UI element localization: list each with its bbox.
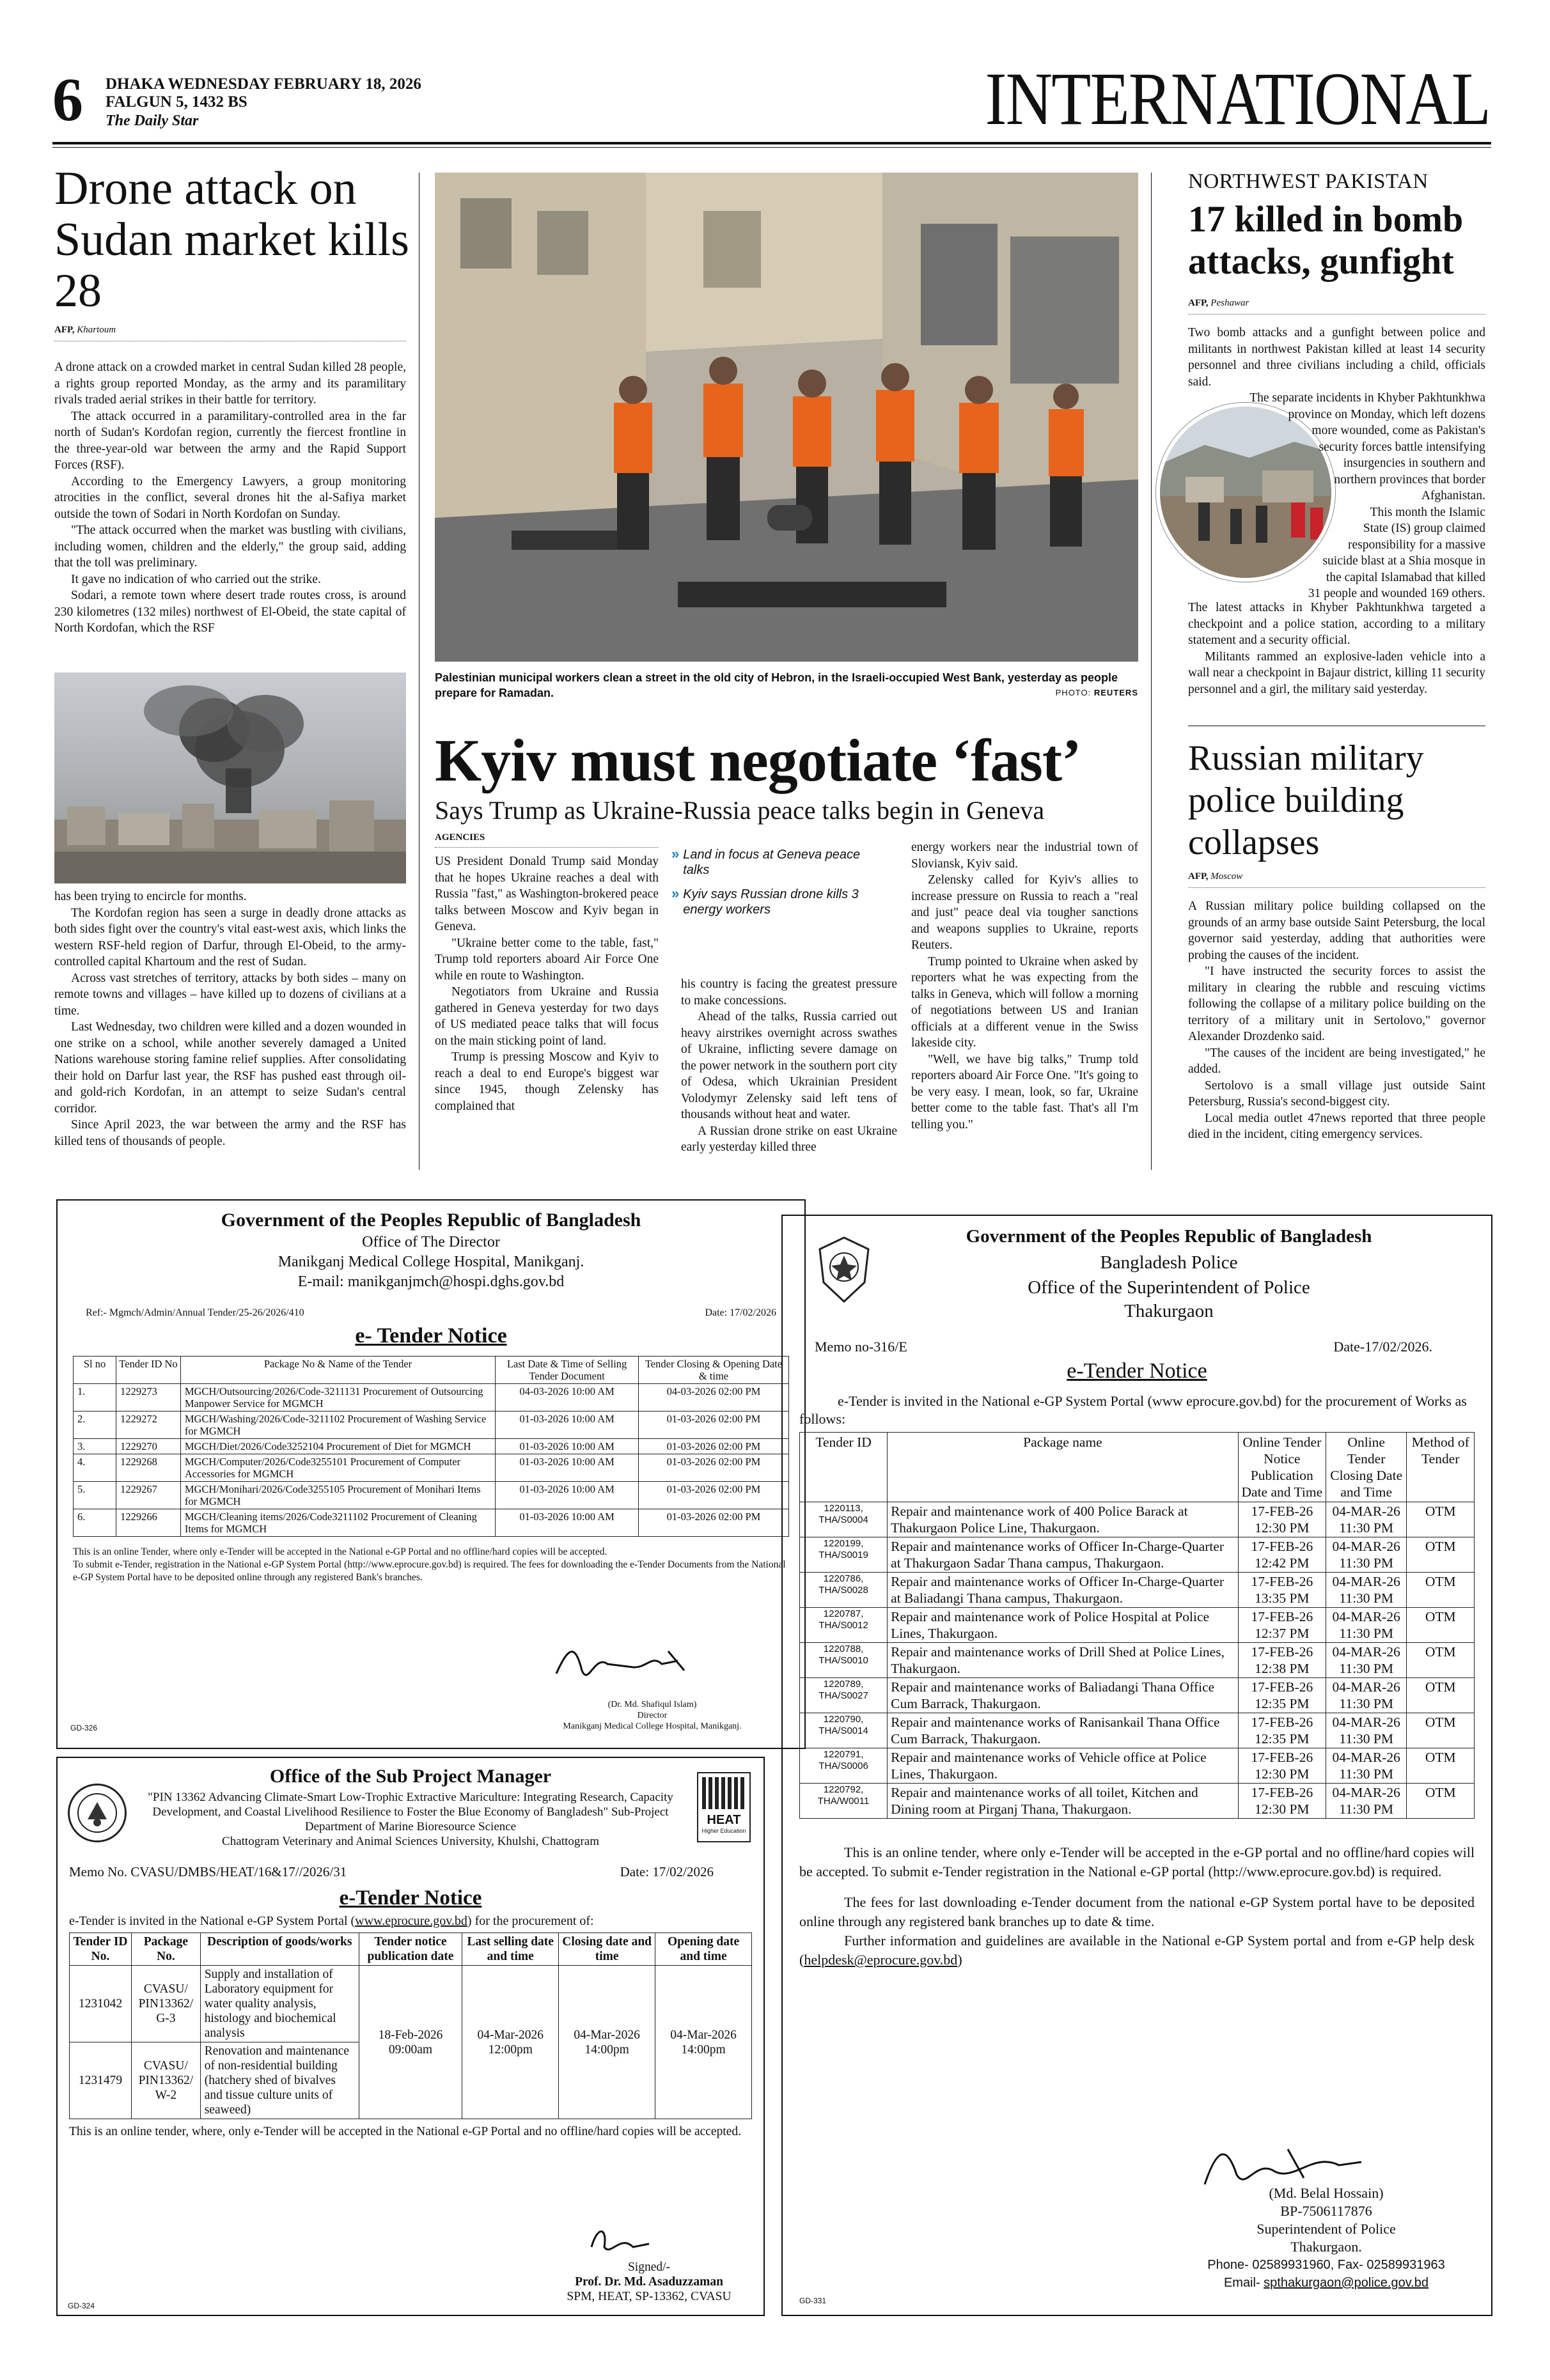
mgmch-date: Date: 17/02/2026 [705,1307,776,1318]
cvasu-date: Date: 17/02/2026 [620,1864,714,1879]
column-header: Last Date & Time of Selling Tender Document [496,1357,639,1384]
table-cell: Repair and maintenance work of Police Hospital at Police Lines, Thakurgaon. [888,1608,1239,1643]
sudan-place: Khartoum [77,325,116,335]
column-header: Closing date and time [559,1933,655,1966]
table-cell: MGCH/Washing/2026/Code-3211102 Procurement of Washing Service for MGMCH [180,1412,495,1439]
table-cell: OTM [1407,1748,1475,1784]
russia-place: Moscow [1210,871,1243,882]
cvasu-university-seal [68,1784,127,1842]
mgmch-note-1: This is an online Tender, where only e-Tender will be accepted in the National e-GP Portal and no offline/hard copies will be accepted. [73,1546,607,1557]
related-link-1[interactable] [671,847,863,878]
pakistan-agency: AFP, [1188,298,1209,308]
helpdesk-email-link[interactable]: helpdesk@eprocure.gov.bd [804,1952,958,1968]
wrap-line: the capital Islamabad that killed [1326,570,1485,584]
table-cell: Repair and maintenance works of Vehicle office at Police Lines, Thakurgaon. [888,1748,1239,1784]
heat-logo-text: HEAT [707,1813,741,1827]
cvasu-tender-table [69,1933,752,2119]
table-cell: 1. [74,1384,116,1412]
police-dept: Bangladesh Police [1100,1252,1238,1273]
table-cell: 1220790, THA/S0014 [800,1713,888,1748]
table-cell: MGCH/Diet/2026/Code3252104 Procurement of Diet for MGMCH [180,1439,495,1454]
table-cell: 1220791, THA/S0006 [800,1748,888,1784]
table-cell: 01-03-2026 02:00 PM [638,1439,788,1454]
cvasu-tender-ad [56,1757,765,2316]
police-badge-icon [813,1235,875,1305]
table-cell: OTM [1407,1713,1475,1748]
police-sig-title: Superintendent of Police [1256,2221,1396,2237]
police-sig-place: Thakurgaon. [1290,2239,1362,2255]
table-cell: 1220792, THA/W0011 [800,1784,888,1819]
column-header: Last selling date and time [462,1933,559,1966]
table-cell: 04-MAR-26 11:30 PM [1326,1608,1407,1643]
cvasu-intro-b: ) for the procurement of: [467,1914,594,1928]
cvasu-signature [544,2260,755,2304]
table-cell: 17-FEB-26 12:42 PM [1238,1537,1326,1573]
cvasu-notice-title: e-Tender Notice [339,1886,482,1909]
pakistan-byline [1188,298,1485,315]
wrap-line: This month the Islamic [1370,505,1485,519]
cvasu-gd-code: GD-324 [68,2301,95,2310]
cvasu-project: "PIN 13362 Advancing Climate-Smart Low-Trophic Extractive Mariculture: Integrating Research, Capacity Development, and Coastal Livelihood Resilience to Foster the Blue Economy of Bangladesh" Sub-Project [148,1791,673,1819]
mgmch-note-2: To submit e-Tender, registration in the National e-GP System Portal (http://www.eprocure.gov.bd) is required. The fees for downloading the e-Tender Documents from the National e-GP System Portal have to be deposited online through any registered Bank's branches. [73,1559,786,1583]
table-cell: CVASU/ PIN13362/ G-3 [131,1966,200,2042]
smoke-over-city-image [54,673,406,883]
kyiv-column-2 [681,976,897,1156]
table-cell: MGCH/Computer/2026/Code3255101 Procurement of Computer Accessories for MGMCH [180,1454,495,1482]
hebron-photo [435,173,1138,662]
police-email [1192,2274,1460,2292]
sudan-smoke-photo [54,673,406,883]
russia-body [1188,898,1485,1143]
table-cell: Repair and maintenance works of all toilet, Kitchen and Dining room at Pirganj Thana, Thakurgaon. [888,1784,1239,1819]
wrap-line: security forces battle intensifying [1319,440,1485,454]
table-cell: 1229267 [116,1482,181,1509]
column-rule-right [1151,173,1152,1170]
police-sig-name: (Md. Belal Hossain) [1269,2185,1384,2201]
police-place: Thakurgaon [1124,1301,1214,1321]
table-cell: 04-MAR-26 11:30 PM [1326,1537,1407,1573]
table-cell: MGCH/Monihari/2026/Code3255105 Procurement of Monihari Items for MGMCH [180,1482,495,1509]
police-gd-code: GD-331 [799,2296,827,2305]
paragraph: "The attack occurred when the market was bustling with civilians, including women, children and the elderly," the group said, adding that the toll was preliminary. [54,524,406,570]
table-cell: MGCH/Outsourcing/2026/Code-3211131 Procurement of Outsourcing Manpower Service for MGMCH [180,1384,495,1412]
table-cell: 17-FEB-26 12:35 PM [1238,1713,1326,1748]
table-cell: 17-FEB-26 12:30 PM [1238,1748,1326,1784]
paragraph: Zelensky called for Kyiv's allies to increase pressure on Russia to reach a "real and just" peace deal via tougher sanctions and weapons supplies to Ukraine, reports Reuters. [911,873,1138,952]
table-cell: 1229272 [116,1412,181,1439]
police-note-1: This is an online tender, where only e-Tender will be accepted in the e-GP portal and no offline/hard copies will be accepted. To submit e-Tender registration in the National e-GP portal (http://www.eprocure.gov.bd) is required. [799,1844,1475,1879]
wrap-line: northern provinces that border [1334,472,1485,486]
sudan-headline: Drone attack on Sudan market kills 28 [54,162,409,317]
paragraph: "I have instructed the security forces to assist the military in clearing the rubble and rescuing victims following the collapse of a military police building on the territory of a military unit in Sertolovo," governor Alexander Drozdenko said. [1188,965,1485,1043]
table-cell: OTM [1407,1537,1475,1573]
sudan-byline [54,325,406,341]
mgmch-org: Government of the Peoples Republic of Bangladesh [221,1209,641,1231]
mgmch-tender-table [73,1356,789,1537]
table-cell: CVASU/ PIN13362/ W-2 [131,2042,200,2119]
police-note-3b: ) [957,1952,962,1968]
table-cell: 1220113, THA/S0004 [800,1502,888,1537]
column-header: Tender Closing & Opening Date & time [638,1357,788,1384]
paragraph: Local media outlet 47news reported that three people died in the incident, citing emergency services. [1188,1111,1485,1141]
table-cell: 1220199, THA/S0019 [800,1537,888,1573]
table-cell: 04-MAR-26 11:30 PM [1326,1573,1407,1608]
table-cell: OTM [1407,1678,1475,1713]
table-cell: 01-03-2026 02:00 PM [638,1482,788,1509]
column-header: Opening date and time [655,1933,752,1966]
masthead-rule-thin [52,147,1491,148]
cvasu-note: This is an online tender, where, only e-Tender will be accepted in the National e-GP Portal and no offline/hard copies will be accepted. [69,2125,742,2138]
table-cell: 01-03-2026 10:00 AM [496,1509,639,1537]
police-memo: Memo no-316/E [815,1339,907,1355]
pakistan-wrap-text [1188,390,1485,602]
table-row [74,1384,789,1412]
police-note-3a: Further information and guidelines are available in the National e-GP System portal and from e-GP help desk ( [799,1933,1475,1968]
police-date: Date-17/02/2026. [1333,1339,1432,1355]
russia-agency: AFP, [1188,871,1209,882]
hebron-photo-credit [1056,685,1138,701]
table-cell: 3. [74,1439,116,1454]
bangla-date: FALGUN 5, 1432 BS [106,93,247,111]
table-cell: 17-FEB-26 12:30 PM [1238,1784,1326,1819]
table-cell: 04-03-2026 10:00 AM [496,1384,639,1412]
date-cell: 18-Feb-2026 09:00am [359,1966,462,2119]
photo-credit-source: REUTERS [1093,688,1138,697]
wrap-line: province on Monday, which left dozens [1288,407,1485,421]
table-cell: 1229273 [116,1384,181,1412]
table-cell: 04-MAR-26 11:30 PM [1326,1713,1407,1748]
mgmch-hospital: Manikganj Medical College Hospital, Manikganj. [278,1254,584,1270]
column-header: Package name [888,1433,1239,1502]
mgmch-signature-scribble [550,1642,697,1690]
wrap-line: 31 people and wounded 169 others. [1308,587,1485,600]
table-cell: 01-03-2026 10:00 AM [496,1412,639,1439]
table-cell: 01-03-2026 02:00 PM [638,1509,788,1537]
heat-logo-mark [702,1777,746,1809]
column-header: Description of goods/works [200,1933,359,1966]
signature-image [582,2221,659,2260]
table-cell: Renovation and maintenance of non-residential building (hatchery shed of bivalves and tissue culture units of seaweed) [200,2042,359,2119]
kyiv-column-1 [435,853,659,1114]
table-cell: OTM [1407,1573,1475,1608]
cvasu-university: Chattogram Veterinary and Animal Sciences University, Khulshi, Chattogram [222,1835,599,1848]
heat-logo [697,1772,751,1842]
double-chevron-icon: » [671,846,680,862]
paragraph: his country is facing the greatest pressure to make concessions. [681,977,897,1007]
table-cell: 5. [74,1482,116,1509]
paragraph: Trump pointed to Ukraine when asked by reporters what he was expecting from the talks in Geneva, which will follow a morning of negotiations between US and Iranian officials at a different venue in the Swiss lakeside city. [911,954,1138,1050]
table-row [74,1454,789,1482]
russia-byline [1188,871,1485,888]
police-phone: Phone- 02589931960, Fax- 02589931963 [1207,2258,1445,2272]
table-cell: 17-FEB-26 12:38 PM [1238,1643,1326,1678]
mgmch-tender-ad [56,1199,806,1749]
kyiv-agency: AGENCIES [435,832,659,848]
column-header: Tender ID No. [70,1933,132,1966]
paragraph: According to the Emergency Lawyers, a group monitoring atrocities in the conflict, several drones hit the al-Safiya market outside the town of Sodari in North Kordofan on Sunday. [54,474,406,521]
table-row [800,1537,1475,1573]
cvasu-sig-name: Prof. Dr. Md. Asaduzzaman [575,2275,723,2289]
paragraph: Since April 2023, the war between the army and the RSF has killed tens of thousands of people. [54,1118,406,1148]
table-cell: 17-FEB-26 12:35 PM [1238,1678,1326,1713]
paragraph: The latest attacks in Khyber Pakhtunkhwa targeted a checkpoint and a police station, according to a military statement and a security official. [1188,601,1485,647]
kyiv-related-links [671,847,863,917]
table-cell: 04-MAR-26 11:30 PM [1326,1678,1407,1713]
mgmch-email: E-mail: manikganjmch@hospi.dghs.gov.bd [297,1273,565,1290]
column-header: Method of Tender [1407,1433,1475,1502]
wrap-line: responsibility for a massive [1347,538,1485,552]
pakistan-body-rest [1188,600,1485,697]
wrap-line: State (IS) group claimed [1363,522,1485,535]
photo-credit-label: PHOTO: [1055,688,1092,697]
paragraph: energy workers near the industrial town of Sloviansk, Kyiv said. [911,841,1138,871]
table-cell: OTM [1407,1608,1475,1643]
paragraph: "The causes of the incident are being investigated," he added. [1188,1046,1485,1076]
paper-name: The Daily Star [106,113,199,129]
table-cell: 1220789, THA/S0027 [800,1678,888,1713]
table-cell: Supply and installation of Laboratory equipment for water quality analysis, histology and biochemical analysis [200,1966,359,2042]
date-line: DHAKA WEDNESDAY FEBRUARY 18, 2026 [106,75,421,93]
table-row [800,1678,1475,1713]
date-cell: 04-Mar-2026 12:00pm [462,1966,559,2119]
cvasu-memo: Memo No. CVASU/DMBS/HEAT/16&17//2026/31 [69,1864,347,1879]
cvasu-signed: Signed/- [627,2260,671,2274]
table-row [74,1412,789,1439]
table-cell: 04-MAR-26 11:30 PM [1326,1502,1407,1537]
police-office: Office of the Superintendent of Police [1028,1277,1310,1298]
paragraph: US President Donald Trump said Monday that he hopes Ukraine reaches a deal with Russia "fast," as Washington-brokered peace talks between Moscow and Kyiv began in Geneva. [435,855,659,933]
related-link-2[interactable] [671,887,863,917]
page-number: 6 [52,65,83,134]
table-cell: 01-03-2026 10:00 AM [496,1482,639,1509]
wrap-line: more wounded, come as Pakistan's [1311,424,1485,437]
paragraph: Negotiators from Ukraine and Russia gathered in Geneva yesterday for two days of US mediated peace talks that will focus on the main sticking point of land. [435,985,659,1048]
table-cell: 4. [74,1454,116,1482]
masthead-rule [52,142,1491,144]
table-cell: 04-03-2026 02:00 PM [638,1384,788,1412]
sudan-agency: AFP, [54,325,75,335]
police-note-2: The fees for last downloading e-Tender document from the national e-GP System portal have to be deposited online through any registered bank branches up to date & time. [799,1894,1475,1929]
table-cell: 6. [74,1509,116,1537]
paragraph: The attack occurred in a paramilitary-controlled area in the far north of Sudan's Kordofan region, currently the fiercest frontline in the three-year-old war between the army and the Rapid Support Forces (RSF). [54,409,406,472]
mgmch-sig-name: (Dr. Md. Shafiqul Islam) [607,1700,697,1709]
table-cell: 1231042 [70,1966,132,2042]
heat-logo-subtext: Higher Education [701,1828,746,1834]
mgmch-signature [537,1699,767,1732]
table-cell: 17-FEB-26 12:37 PM [1238,1608,1326,1643]
paragraph: Across vast stretches of territory, attacks by both sides – many on remote towns and villages – have killed up to dozens of civilians at a time. [54,971,406,1018]
mgmch-notice-title: e- Tender Notice [355,1324,507,1348]
eprocure-link[interactable]: www.eprocure.gov.bd [355,1914,467,1928]
kyiv-subhead: Says Trump as Ukraine-Russia peace talks begin in Geneva [435,796,1045,825]
table-cell: 1229268 [116,1454,181,1482]
table-row [800,1713,1475,1748]
table-cell: 01-03-2026 02:00 PM [638,1412,788,1439]
section-title: INTERNATIONAL [985,57,1490,141]
police-tender-table [799,1432,1475,1819]
table-cell: Repair and maintenance works of Baliadangi Thana Office Cum Barrack, Thakurgaon. [888,1678,1239,1713]
table-cell: MGCH/Cleaning items/2026/Code3211102 Procurement of Cleaning Items for MGMCH [180,1509,495,1537]
cvasu-department: Department of Marine Bioresource Science [304,1820,517,1833]
column-header: Tender ID [800,1433,888,1502]
table-cell: 01-03-2026 10:00 AM [496,1454,639,1482]
kyiv-headline: Kyiv must negotiate ‘fast’ [435,727,1081,794]
table-cell: Repair and maintenance works of Officer In-Charge-Quarter at Baliadangi Thana campus, Thakurgaon. [888,1573,1239,1608]
mgmch-office: Office of The Director [362,1234,500,1250]
table-row [74,1439,789,1454]
column-header: Package No & Name of the Tender [180,1357,495,1384]
table-row [800,1643,1475,1678]
pakistan-kicker: NORTHWEST PAKISTAN [1188,170,1429,193]
police-email-label: Email- [1223,2276,1264,2290]
table-cell: Repair and maintenance work of 400 Police Barack at Thakurgaon Police Line, Thakurgaon. [888,1502,1239,1537]
mgmch-sig-title: Director [637,1711,668,1720]
table-cell: 1229266 [116,1509,181,1537]
police-signature [1192,2184,1460,2292]
table-cell: 1220788, THA/S0010 [800,1643,888,1678]
police-table-header [800,1433,1475,1502]
table-cell: 04-MAR-26 11:30 PM [1326,1643,1407,1678]
mgmch-gd-code: GD-326 [70,1723,98,1732]
sudan-body-part1 [54,359,406,653]
column-header: Package No. [131,1933,200,1966]
paragraph: Militants rammed an explosive-laden vehicle into a wall near a checkpoint in Bajaur district, killing 11 security personnel and a girl, the military said yesterday. [1188,649,1485,696]
paragraph: "Well, we have big talks," Trump told reporters aboard Air Force One. "It's going to be very easy. I mean, look, so far, Ukraine better come to the table fast. That's all I'm telling you." [911,1052,1138,1132]
column-header: Online Tender Closing Date and Time [1326,1433,1407,1502]
paragraph: It gave no indication of who carried out the strike. [71,572,321,586]
paragraph: A Russian drone strike on east Ukraine early yesterday killed three [681,1124,897,1154]
street-cleaning-image [435,173,1138,662]
table-cell: 1220787, THA/S0012 [800,1608,888,1643]
table-row [800,1748,1475,1784]
table-cell: Repair and maintenance works of Ranisankail Thana Office Cum Barrack, Thakurgaon. [888,1713,1239,1748]
signature-image [550,1642,697,1686]
table-cell: 1220786, THA/S0028 [800,1573,888,1608]
police-email-link[interactable]: spthakurgaon@police.gov.bd [1264,2276,1429,2290]
russia-headline: Russian military police building collapses [1188,738,1424,862]
police-emblem [813,1235,875,1305]
table-row [70,1966,752,2042]
police-intro: e-Tender is invited in the National e-GP System Portal (www eprocure.gov.bd) for the procurement of Works as follows: [799,1393,1467,1427]
table-cell: 04-MAR-26 11:30 PM [1326,1784,1407,1819]
sudan-body-part2 [54,889,406,1149]
cvasu-intro [69,1914,752,1929]
table-row [74,1482,789,1509]
date-cell: 04-Mar-2026 14:00pm [559,1966,655,2119]
cvasu-signature-scribble [582,2221,659,2263]
mgmch-sig-org: Manikganj Medical College Hospital, Manikganj. [563,1722,742,1731]
table-cell: 17-FEB-26 13:35 PM [1238,1573,1326,1608]
paragraph: "Ukraine better come to the table, fast," Trump told reporters aboard Air Force One while en route to Washington. [435,936,659,983]
hebron-caption-text: Palestinian municipal workers clean a street in the old city of Hebron, in the Israeli-occupied West Bank, yesterday as people prepare for Ramadan. [435,671,1118,699]
table-cell: 04-MAR-26 11:30 PM [1326,1748,1407,1784]
table-cell: OTM [1407,1643,1475,1678]
mgmch-ref: Ref:- Mgmch/Admin/Annual Tender/25-26/2026/410 [86,1307,304,1318]
pakistan-lead: Two bomb attacks and a gunfight between police and militants in northwest Pakistan killed at least 14 security personnel and three civilians including a child, officials said. [1188,326,1485,389]
hebron-caption [435,670,1138,701]
column-header: Sl no [74,1357,116,1384]
paragraph: Last Wednesday, two children were killed and a dozen wounded in one strike on a school, while another severely damaged a United Nations warehouse storing famine relief supplies. After consolidating their hold on Darfur last year, the RSF has pushed east through oil-and gold-rich Kordofan, in an attempt to seize Sudan's central corridor. [54,1020,406,1116]
related-link-2-text: Kyiv says Russian drone kills 3 energy workers [683,887,859,917]
table-row [800,1502,1475,1537]
column-header: Tender notice publication date [359,1933,462,1966]
date-cell: 04-Mar-2026 14:00pm [655,1966,752,2119]
paragraph: A Russian military police building collapsed on the grounds of an army base outside Saint Petersburg, the local governor said yesterday, adding that authorities were probing the causes of the incident. [1188,899,1485,962]
police-note-3 [799,1931,1475,1970]
paragraph: Ahead of the talks, Russia carried out heavy airstrikes overnight across swathes of Ukraine, inflicting severe damage on the power network in the southern port city of Odesa, which Ukrainian President Volodymyr Zelensky said left tens of thousands without heat and water. [681,1010,897,1121]
column-header: Tender ID No [116,1357,181,1384]
cvasu-title-top: Office of the Sub Project Manager [269,1766,552,1787]
police-tender-ad [781,1215,1492,2316]
wrap-line: suicide blast at a Shia mosque in [1322,554,1485,568]
paragraph: The Kordofan region has seen a surge in deadly drone attacks as both sides fight over the country's vital east-west axis, which links the western RSF-held region of Darfur, through El-Obeid, to the army-controlled capital Khartoum and the rest of Sudan. [54,906,406,968]
table-row [800,1608,1475,1643]
wrap-line: Afghanistan. [1421,489,1485,502]
table-cell: 01-03-2026 10:00 AM [496,1439,639,1454]
related-link-1-text: Land in focus at Geneva peace talks [683,848,861,877]
table-cell: 17-FEB-26 12:30 PM [1238,1502,1326,1537]
table-cell: 2. [74,1412,116,1439]
paragraph: Sodari, a remote town where desert trade routes cross, is around 230 kilometres (132 miles) northwest of El-Obeid, the state capital of North Kordofan, which the RSF [54,589,406,635]
table-cell: OTM [1407,1784,1475,1819]
table-cell: 1229270 [116,1439,181,1454]
table-cell: Repair and maintenance works of Officer In-Charge-Quarter at Thakurgaon Sadar Thana campus, Thakurgaon. [888,1537,1239,1573]
table-cell: Repair and maintenance works of Drill Shed at Police Lines, Thakurgaon. [888,1643,1239,1678]
double-chevron-icon: » [671,885,680,901]
police-org: Government of the Peoples Republic of Bangladesh [966,1226,1372,1247]
paragraph: Sertolovo is a small village just outside Saint Petersburg, Russia's second-biggest city. [1188,1078,1485,1108]
column-header: Online Tender Notice Publication Date and Time [1238,1433,1326,1502]
pakistan-place: Peshawar [1210,298,1249,308]
table-row [74,1509,789,1537]
paragraph: has been trying to encircle for months. [54,890,247,903]
wrap-line: The separate incidents in Khyber Pakhtunkhwa [1249,391,1485,405]
university-crest-icon [75,1791,120,1835]
cvasu-table-header [70,1933,752,1966]
pakistan-headline: 17 killed in bomb attacks, gunfight [1188,198,1464,282]
police-notice-title: e-Tender Notice [1067,1359,1207,1383]
table-cell: 1231479 [70,2042,132,2119]
cvasu-sig-title: SPM, HEAT, SP-13362, CVASU [567,2290,732,2303]
mgmch-table-header [74,1357,789,1384]
table-cell: 01-03-2026 02:00 PM [638,1454,788,1482]
table-cell: OTM [1407,1502,1475,1537]
paragraph: A drone attack on a crowded market in central Sudan killed 28 people, a rights group reported Monday, as the army and its paramilitary rivals traded aerial strikes in their battle for territory. [54,361,406,407]
table-row [800,1573,1475,1608]
police-sig-bp: BP-7506117876 [1280,2203,1372,2219]
cvasu-intro-a: e-Tender is invited in the National e-GP System Portal ( [69,1914,356,1928]
kyiv-column-3 [911,839,1138,1133]
table-row [800,1784,1475,1819]
paragraph: Trump is pressing Moscow and Kyiv to reach a deal to end Europe's biggest war since 1945, though Zelensky has complained that [435,1050,659,1113]
wrap-line: insurgencies in southern and [1343,456,1485,470]
